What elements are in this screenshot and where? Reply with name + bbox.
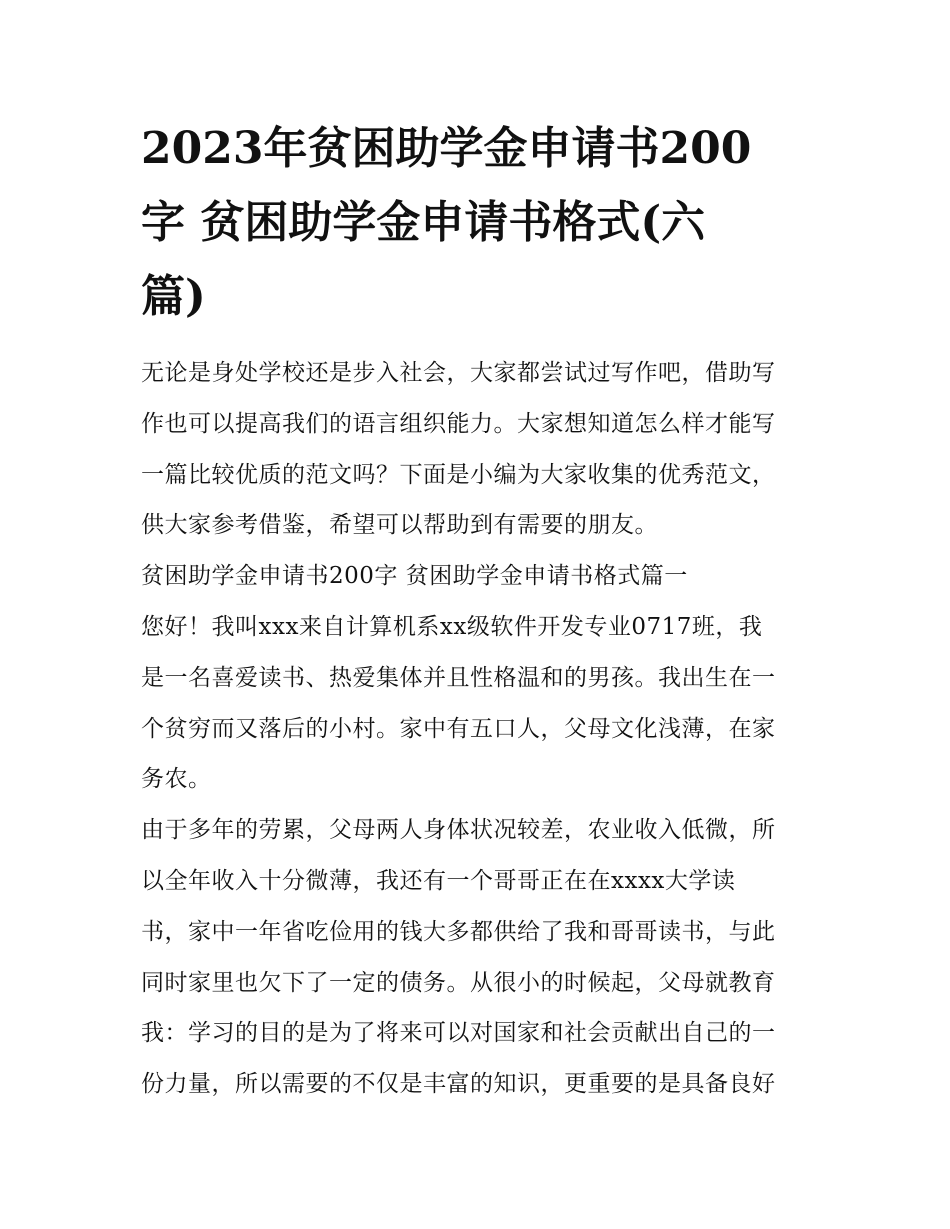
body-line: 无论是身处学校还是步入社会，大家都尝试过写作吧，借助写 — [141, 360, 776, 386]
body-line: 我：学习的目的是为了将来可以对国家和社会贡献出自己的一 — [141, 1020, 776, 1047]
section-heading: 贫困助学金申请书200字 贫困助学金申请书格式篇一 — [141, 563, 688, 590]
document-body — [141, 348, 813, 1110]
document-page — [141, 112, 813, 1110]
body-line: 一篇比较优质的范文吗？下面是小编为大家收集的优秀范文， — [141, 461, 776, 488]
body-line: 份力量，所以需要的不仅是丰富的知识，更重要的是具备良好 — [141, 1071, 776, 1098]
body-line: 是一名喜爱读书、热爱集体并且性格温和的男孩。我出生在一 — [141, 664, 776, 691]
body-line: 供大家参考借鉴，希望可以帮助到有需要的朋友。 — [141, 512, 658, 539]
body-line: 个贫穷而又落后的小村。家中有五口人，父母文化浅薄，在家 — [141, 715, 776, 742]
title-line: 2023年贫困助学金申请书200 — [141, 123, 752, 174]
body-line: 您好！我叫xxx来自计算机系xx级软件开发专业0717班，我 — [141, 613, 763, 640]
body-line: 作也可以提高我们的语言组织能力。大家想知道怎么样才能写 — [141, 410, 776, 437]
body-line: 务农。 — [141, 766, 212, 793]
document-title — [141, 112, 813, 334]
body-line: 同时家里也欠下了一定的债务。从很小的时候起，父母就教育 — [141, 969, 776, 996]
title-line: 字 贫困助学金申请书格式(六 — [141, 197, 706, 248]
title-line: 篇) — [141, 271, 206, 322]
body-line: 由于多年的劳累，父母两人身体状况较差，农业收入低微，所 — [141, 817, 776, 844]
body-line: 书，家中一年省吃俭用的钱大多都供给了我和哥哥读书，与此 — [141, 918, 776, 945]
body-line: 以全年收入十分微薄，我还有一个哥哥正在在xxxx大学读 — [141, 867, 736, 894]
